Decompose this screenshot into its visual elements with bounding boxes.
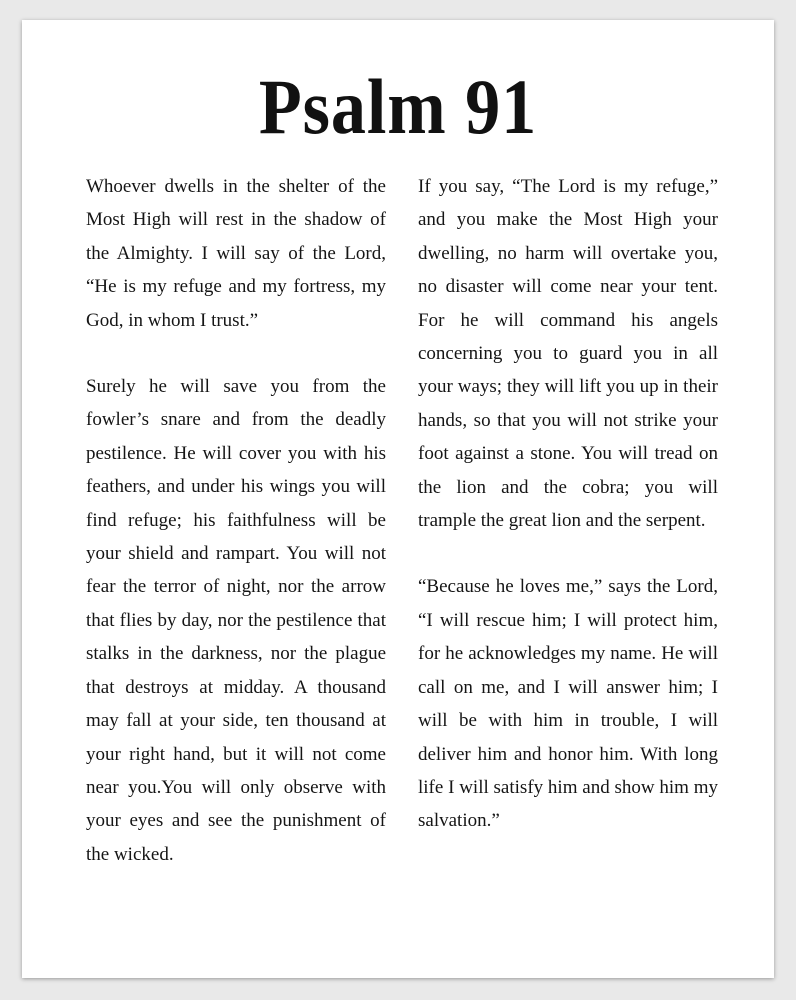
left-paragraph-1: Whoever dwells in the shelter of the Most High will rest in the shadow of the Almighty. I will say of the Lord, “He is my refuge and my fortress, my God, in whom I trust.”	[86, 176, 386, 331]
poster-sheet	[22, 20, 774, 978]
right-paragraph-2: “Because he loves me,” says the Lord, “I will rescue him; I will protect him, for he acknowledges my name. He will call on me, and I will answer him; I will be with him in trouble, I will deliver him and honor him. With long life I will satisfy him and show him my salvation.”	[418, 576, 718, 832]
page-title: Psalm 91	[258, 63, 538, 150]
right-paragraph-1: If you say, “The Lord is my refuge,” and you make the Most High your dwelling, no harm will overtake you, no disaster will come near your tent. For he will command his angels concerning you to guard you in all your ways; they will lift you up in their hands, so that you will not strike your foot against a stone. You will tread on the lion and the cobra; you will trample the great lion and the serpent.	[418, 176, 718, 532]
left-paragraph-2: Surely he will save you from the fowler’s snare and from the deadly pestilence. He will cover you with his feathers, and under his wings you will find refuge; his faithfulness will be your shield and rampart. You will not fear the terror of night, nor the arrow that flies by day, nor the pestilence that stalks in the darkness, nor the plague that destroys at midday. A thousand may fall at your side, ten thousand at your right hand, but it will not come near you.You will only observe with your eyes and see the punishment of the wicked.	[86, 376, 386, 865]
left-column	[86, 170, 386, 871]
right-column	[418, 170, 718, 838]
